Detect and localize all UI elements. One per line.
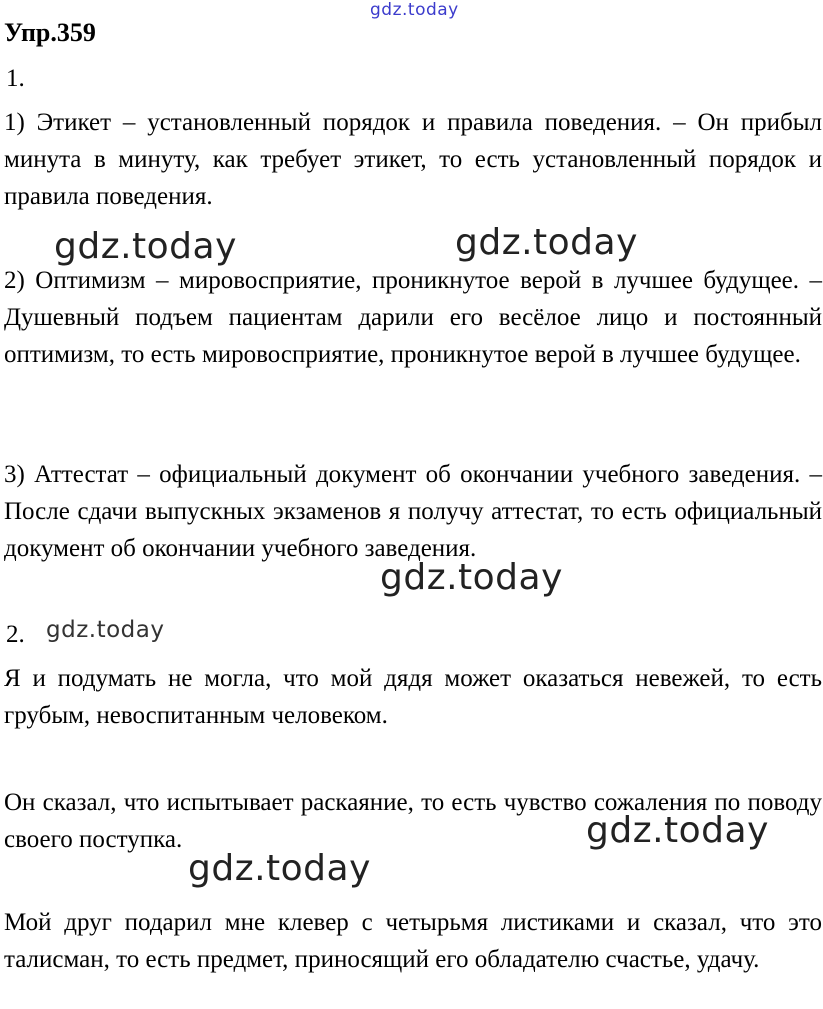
part-2-number: 2. — [6, 621, 25, 648]
part-1-item-1: 1) Этикет – установленный порядок и правила поведения. – Он прибыл минута в минуту, как требует этикет, то есть установленный порядок и правила поведения. — [4, 109, 822, 210]
watermark-1: gdz.today — [54, 226, 237, 267]
watermark-2: gdz.today — [455, 222, 638, 263]
watermark-5: gdz.today — [586, 810, 769, 851]
watermark-6: gdz.today — [188, 848, 371, 889]
part-1-item-2: 2) Оптимизм – мировосприятие, проникнутое верой в лучшее будущее. – Душевный подъем пациентам дарили его весёлое лицо и постоянный оптимизм, то есть мировосприятие, проникнутое верой в лучшее будущее. — [4, 267, 822, 368]
watermark-3: gdz.today — [380, 557, 563, 598]
exercise-title: Упр.359 — [4, 18, 96, 47]
part-2-item-1: Я и подумать не могла, что мой дядя может оказаться невежей, то есть грубым, невоспитанным человеком. — [4, 665, 822, 729]
part-2-item-2: Он сказал, что испытывает раскаяние, то есть чувство сожаления по поводу своего поступка. — [4, 789, 822, 853]
part-2-item-3: Мой друг подарил мне клевер с четырьмя листиками и сказал, что это талисман, то есть предмет, приносящий его обладателю счастье, удачу. — [4, 909, 822, 973]
part-1-number: 1. — [6, 65, 25, 92]
part-1-item-3: 3) Аттестат – официальный документ об окончании учебного заведения. – После сдачи выпускных экзаменов я получу аттестат, то есть официальный документ об окончании учебного заведения. — [4, 461, 822, 562]
watermark-top: gdz.today — [370, 0, 459, 20]
watermark-4: gdz.today — [46, 617, 165, 643]
